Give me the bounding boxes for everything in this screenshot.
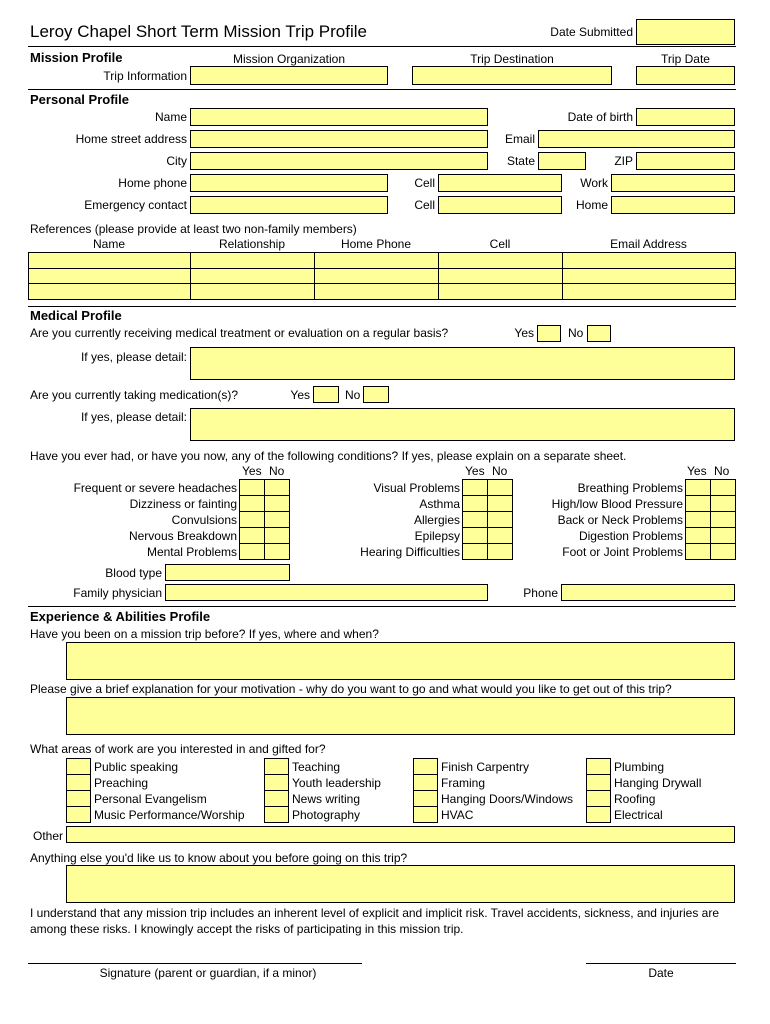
trip-information-label: Trip Information <box>103 69 187 83</box>
ref-cell[interactable] <box>439 253 563 269</box>
condition-label: Breathing Problems <box>577 481 683 495</box>
mission-before-question: Have you been on a mission trip before? If yes, where and when? <box>30 627 379 641</box>
state-field[interactable] <box>538 152 586 170</box>
condition-yes-box[interactable] <box>686 528 711 544</box>
table-row <box>29 253 736 269</box>
condition-no-box[interactable] <box>711 480 736 496</box>
ref-cell[interactable] <box>191 268 315 284</box>
condition-no-box[interactable] <box>265 480 290 496</box>
cond-col1-yes: Yes <box>242 464 262 478</box>
condition-label: Dizziness or fainting <box>129 497 237 511</box>
emergency-cell-label: Cell <box>414 198 435 212</box>
areas-grid-1 <box>66 758 91 823</box>
cond-col2-yes: Yes <box>465 464 485 478</box>
email-field[interactable] <box>538 130 735 148</box>
references-table <box>28 252 736 300</box>
signature-line <box>28 963 362 964</box>
ref-cell[interactable] <box>563 253 736 269</box>
cell-field[interactable] <box>438 174 562 192</box>
area-checkbox[interactable] <box>414 759 438 775</box>
family-physician-field[interactable] <box>165 584 488 601</box>
treatment-yes-box[interactable] <box>537 325 561 342</box>
condition-no-box[interactable] <box>711 496 736 512</box>
motivation-question: Please give a brief explanation for your motivation - why do you want to go and what would you like to get out of this trip? <box>30 682 672 696</box>
signature-label: Signature (parent or guardian, if a minor) <box>99 966 317 980</box>
experience-heading: Experience & Abilities Profile <box>30 609 211 624</box>
condition-yes-box[interactable] <box>240 528 265 544</box>
date-submitted-label: Date Submitted <box>550 25 633 39</box>
name-field[interactable] <box>190 108 488 126</box>
area-label: Roofing <box>614 792 656 806</box>
blood-type-field[interactable] <box>165 564 290 581</box>
condition-label: Nervous Breakdown <box>128 529 237 543</box>
conditions-grid-2 <box>462 479 513 560</box>
ref-col-relationship: Relationship <box>218 237 286 251</box>
condition-label: Allergies <box>413 513 460 527</box>
areas-grid-3 <box>413 758 438 823</box>
area-label: Personal Evangelism <box>94 792 207 806</box>
signature-date-label: Date <box>648 966 674 980</box>
date-of-birth-label: Date of birth <box>567 110 633 124</box>
ref-cell[interactable] <box>191 284 315 300</box>
area-label: Photography <box>292 808 361 822</box>
personal-profile-heading: Personal Profile <box>30 92 129 107</box>
treatment-question: Are you currently receiving medical treatment or evaluation on a regular basis? <box>30 326 449 340</box>
condition-yes-box[interactable] <box>686 496 711 512</box>
condition-yes-box[interactable] <box>240 544 265 560</box>
anything-else-question: Anything else you'd like us to know about you before going on this trip? <box>30 851 408 865</box>
area-checkbox[interactable] <box>67 807 91 823</box>
condition-no-box[interactable] <box>711 512 736 528</box>
condition-label: Asthma <box>419 497 460 511</box>
trip-destination-field[interactable] <box>412 66 612 85</box>
condition-label: Convulsions <box>171 513 237 527</box>
email-label: Email <box>504 132 535 146</box>
emergency-home-label: Home <box>575 198 608 212</box>
condition-no-box[interactable] <box>488 480 513 496</box>
area-label: Preaching <box>94 776 149 790</box>
condition-no-box[interactable] <box>488 544 513 560</box>
family-physician-label: Family physician <box>73 586 162 600</box>
area-checkbox[interactable] <box>67 775 91 791</box>
anything-else-field[interactable] <box>66 865 735 903</box>
trip-date-field[interactable] <box>636 66 735 85</box>
condition-yes-box[interactable] <box>686 544 711 560</box>
area-checkbox[interactable] <box>265 807 289 823</box>
ref-cell[interactable] <box>315 268 439 284</box>
form-title: Leroy Chapel Short Term Mission Trip Profile <box>30 22 367 41</box>
work-field[interactable] <box>611 174 735 192</box>
state-label: State <box>506 154 535 168</box>
date-submitted-field[interactable] <box>636 19 735 45</box>
condition-no-box[interactable] <box>265 496 290 512</box>
emergency-cell-field[interactable] <box>438 196 562 214</box>
condition-label: Digestion Problems <box>578 529 683 543</box>
area-label: HVAC <box>441 808 474 822</box>
condition-label: Visual Problems <box>373 481 460 495</box>
work-label: Work <box>580 176 608 190</box>
area-label: Teaching <box>292 760 341 774</box>
condition-no-box[interactable] <box>488 512 513 528</box>
area-checkbox[interactable] <box>587 807 611 823</box>
ref-col-name: Name <box>92 237 125 251</box>
condition-yes-box[interactable] <box>240 480 265 496</box>
other-label: Other <box>33 829 64 843</box>
area-label: News writing <box>292 792 361 806</box>
condition-label: Hearing Difficulties <box>360 545 460 559</box>
condition-yes-box[interactable] <box>463 480 488 496</box>
condition-no-box[interactable] <box>711 528 736 544</box>
medical-profile-heading: Medical Profile <box>30 308 122 323</box>
emergency-home-field[interactable] <box>611 196 735 214</box>
treatment-detail-label: If yes, please detail: <box>80 350 187 364</box>
area-label: Music Performance/Worship <box>94 808 245 822</box>
condition-label: Foot or Joint Problems <box>562 545 683 559</box>
area-checkbox[interactable] <box>587 775 611 791</box>
condition-no-box[interactable] <box>488 528 513 544</box>
area-checkbox[interactable] <box>265 791 289 807</box>
table-row <box>29 268 736 284</box>
home-phone-field[interactable] <box>190 174 388 192</box>
date-of-birth-field[interactable] <box>636 108 735 126</box>
ref-col-home-phone: Home Phone <box>340 237 412 251</box>
risk-statement: I understand that any mission trip includes an inherent level of explicit and implicit risk. Travel accidents, sickness, and injuries are among these risks. I knowingly accept the risks of participating in this mission trip. <box>30 906 719 936</box>
area-checkbox[interactable] <box>414 807 438 823</box>
area-checkbox[interactable] <box>265 775 289 791</box>
condition-yes-box[interactable] <box>463 544 488 560</box>
physician-phone-label: Phone <box>523 586 558 600</box>
condition-yes-box[interactable] <box>463 512 488 528</box>
medication-question: Are you currently taking medication(s)? <box>30 388 239 402</box>
medication-no-label: No <box>345 388 361 402</box>
area-checkbox[interactable] <box>587 791 611 807</box>
medication-detail-label: If yes, please detail: <box>80 410 187 424</box>
conditions-grid-1 <box>239 479 290 560</box>
other-field[interactable] <box>66 826 735 843</box>
ref-col-email: Email Address <box>610 237 687 251</box>
ref-cell[interactable] <box>563 268 736 284</box>
area-checkbox[interactable] <box>67 759 91 775</box>
zip-field[interactable] <box>636 152 735 170</box>
motivation-field[interactable] <box>66 697 735 735</box>
title-rule <box>28 46 736 47</box>
ref-cell[interactable] <box>315 284 439 300</box>
area-label: Electrical <box>614 808 663 822</box>
area-label: Hanging Drywall <box>614 776 702 790</box>
condition-yes-box[interactable] <box>686 512 711 528</box>
cond-col3-yes: Yes <box>687 464 707 478</box>
home-street-label: Home street address <box>75 132 187 146</box>
treatment-no-label: No <box>568 326 584 340</box>
area-label: Hanging Doors/Windows <box>441 792 574 806</box>
condition-no-box[interactable] <box>265 512 290 528</box>
trip-date-label: Trip Date <box>661 52 710 66</box>
condition-label: High/low Blood Pressure <box>551 497 683 511</box>
mission-organization-label: Mission Organization <box>232 52 346 66</box>
section-rule-2 <box>28 306 736 307</box>
areas-grid-4 <box>586 758 611 823</box>
area-label: Public speaking <box>94 760 179 774</box>
city-field[interactable] <box>190 152 488 170</box>
condition-yes-box[interactable] <box>240 496 265 512</box>
mission-profile-heading: Mission Profile <box>30 50 123 65</box>
cond-col2-no: No <box>492 464 508 478</box>
area-checkbox[interactable] <box>414 775 438 791</box>
treatment-yes-label: Yes <box>514 326 534 340</box>
ref-col-cell: Cell <box>489 237 511 251</box>
condition-yes-box[interactable] <box>463 528 488 544</box>
condition-label: Frequent or severe headaches <box>73 481 237 495</box>
mission-before-field[interactable] <box>66 642 735 680</box>
references-note: References (please provide at least two non-family members) <box>30 222 357 236</box>
section-rule-1 <box>28 89 736 90</box>
condition-label: Back or Neck Problems <box>557 513 683 527</box>
ref-cell[interactable] <box>439 268 563 284</box>
cell-label: Cell <box>414 176 435 190</box>
conditions-grid-3 <box>685 479 736 560</box>
conditions-question: Have you ever had, or have you now, any of the following conditions? If yes, please explain on a separate sheet. <box>30 449 627 463</box>
condition-yes-box[interactable] <box>463 496 488 512</box>
condition-no-box[interactable] <box>711 544 736 560</box>
area-label: Youth leadership <box>292 776 381 790</box>
ref-cell[interactable] <box>563 284 736 300</box>
areas-question: What areas of work are you interested in and gifted for? <box>30 742 326 756</box>
medication-yes-label: Yes <box>290 388 310 402</box>
medication-detail-field[interactable] <box>190 408 735 441</box>
condition-no-box[interactable] <box>265 528 290 544</box>
ref-cell[interactable] <box>29 268 191 284</box>
name-label: Name <box>154 110 187 124</box>
blood-type-label: Blood type <box>105 566 162 580</box>
section-rule-3 <box>28 606 736 607</box>
area-label: Framing <box>441 776 486 790</box>
zip-label: ZIP <box>614 154 633 168</box>
area-checkbox[interactable] <box>414 791 438 807</box>
table-row <box>29 284 736 300</box>
medication-yes-box[interactable] <box>313 386 339 403</box>
cond-col3-no: No <box>714 464 730 478</box>
condition-yes-box[interactable] <box>240 512 265 528</box>
ref-cell[interactable] <box>29 253 191 269</box>
emergency-contact-field[interactable] <box>190 196 388 214</box>
emergency-contact-label: Emergency contact <box>84 198 187 212</box>
condition-no-box[interactable] <box>265 544 290 560</box>
ref-cell[interactable] <box>439 284 563 300</box>
area-checkbox[interactable] <box>587 759 611 775</box>
home-street-field[interactable] <box>190 130 488 148</box>
area-checkbox[interactable] <box>67 791 91 807</box>
cond-col1-no: No <box>269 464 285 478</box>
condition-yes-box[interactable] <box>686 480 711 496</box>
mission-organization-field[interactable] <box>190 66 388 85</box>
city-label: City <box>166 154 187 168</box>
physician-phone-field[interactable] <box>561 584 735 601</box>
area-checkbox[interactable] <box>265 759 289 775</box>
area-label: Plumbing <box>614 760 665 774</box>
home-phone-label: Home phone <box>118 176 187 190</box>
ref-cell[interactable] <box>29 284 191 300</box>
ref-cell[interactable] <box>315 253 439 269</box>
condition-label: Mental Problems <box>146 545 237 559</box>
treatment-detail-field[interactable] <box>190 347 735 380</box>
treatment-no-box[interactable] <box>587 325 611 342</box>
ref-cell[interactable] <box>191 253 315 269</box>
area-label: Finish Carpentry <box>441 760 530 774</box>
condition-label: Epilepsy <box>414 529 460 543</box>
trip-destination-label: Trip Destination <box>470 52 554 66</box>
medication-no-box[interactable] <box>363 386 389 403</box>
date-line <box>586 963 736 964</box>
areas-grid-2 <box>264 758 289 823</box>
condition-no-box[interactable] <box>488 496 513 512</box>
